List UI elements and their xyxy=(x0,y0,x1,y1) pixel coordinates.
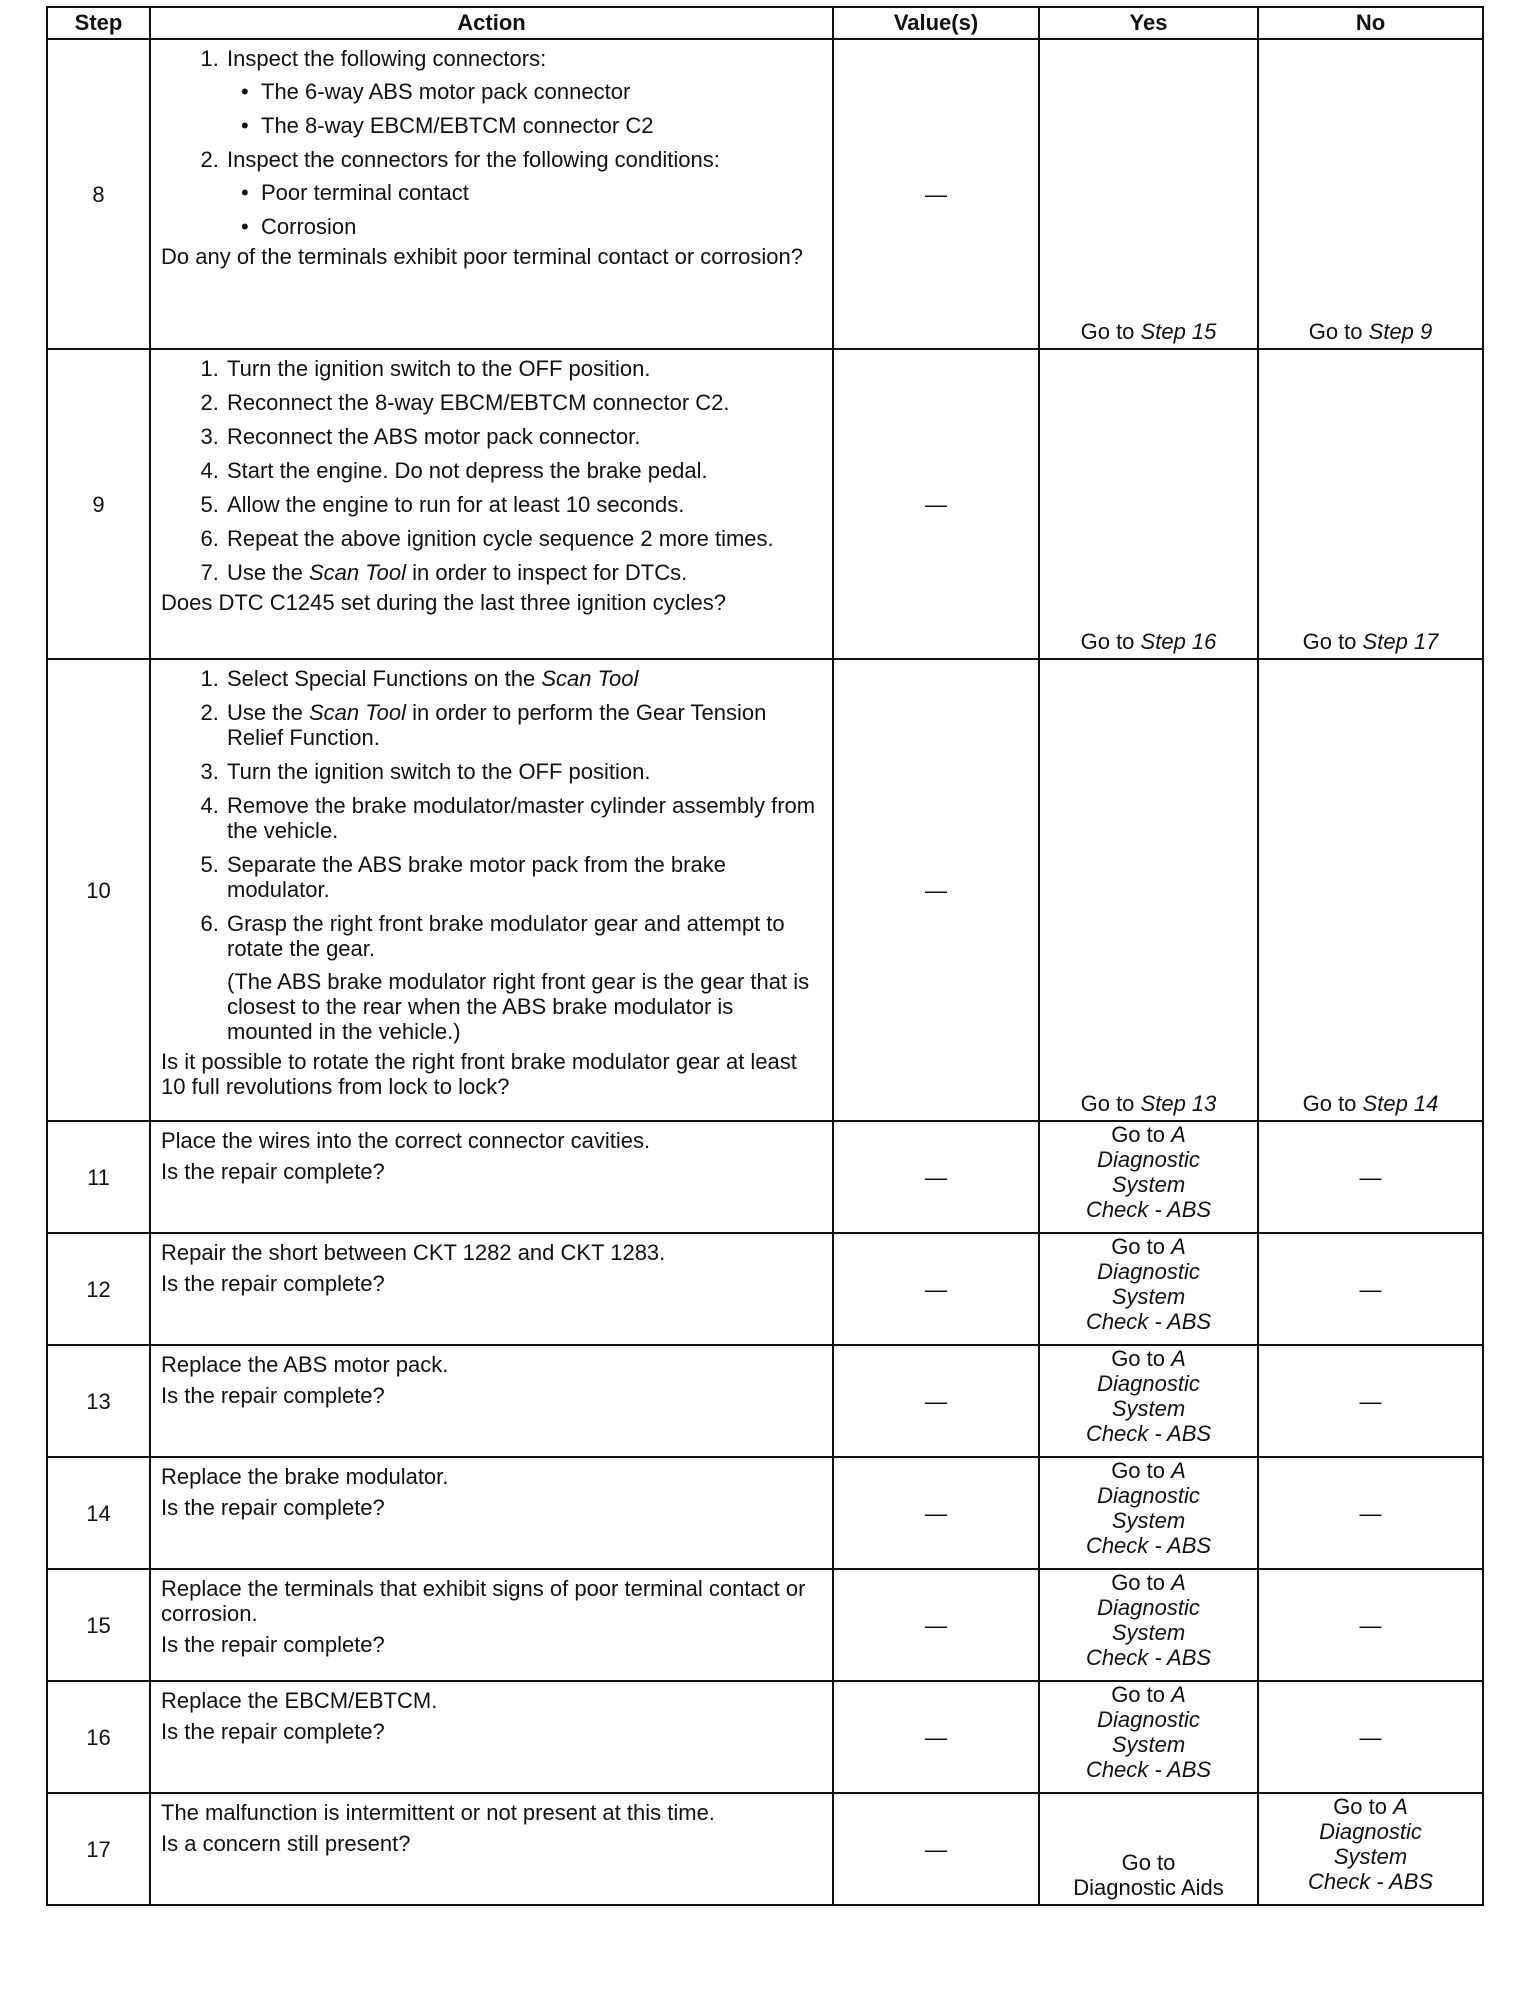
value-cell xyxy=(833,1569,1039,1681)
action-cell xyxy=(150,349,833,659)
bullet-item: • The 8-way EBCM/EBTCM connector C2 xyxy=(241,113,654,138)
procedure-item: 1. Inspect the following connectors: • The 6-way ABS motor pack connector • The 8-way EBCM/EBTCM connector C2 xyxy=(225,46,822,138)
question-text: Is the repair complete? xyxy=(161,1632,385,1657)
bullet-item: • The 6-way ABS motor pack connector xyxy=(241,79,631,104)
step-number: 16 xyxy=(47,1681,150,1793)
empty-value-dash: — xyxy=(925,1500,947,1526)
no-cell: Go to Step 17 xyxy=(1258,349,1483,659)
empty-value-dash: — xyxy=(925,1388,947,1414)
step-number: 17 xyxy=(47,1793,150,1905)
no-cell xyxy=(1258,1569,1483,1681)
header-step: Step xyxy=(47,7,150,39)
procedure-item: 3. Turn the ignition switch to the OFF position. xyxy=(225,759,822,784)
no-cell xyxy=(1258,1121,1483,1233)
bullet-icon: • xyxy=(241,180,249,205)
question-text: Is the repair complete? xyxy=(161,1159,385,1184)
action-text: Replace the brake modulator. xyxy=(161,1464,449,1489)
action-text: Replace the ABS motor pack. xyxy=(161,1352,449,1377)
value-cell xyxy=(833,1681,1039,1793)
yes-cell: Go to Step 13 xyxy=(1039,659,1258,1121)
yes-cell xyxy=(1039,1793,1258,1905)
empty-value-dash: — xyxy=(925,877,947,903)
yes-cell: Go to Step 16 xyxy=(1039,349,1258,659)
action-text: Repair the short between CKT 1282 and CKT 1283. xyxy=(161,1240,666,1265)
table-row-step-17 xyxy=(47,1793,1483,1905)
bullet-icon: • xyxy=(241,113,249,138)
yes-cell xyxy=(1039,1457,1258,1569)
action-cell xyxy=(150,1121,833,1233)
no-cell xyxy=(1258,1345,1483,1457)
question-text: Is it possible to rotate the right front brake modulator gear at least 10 full revolutions from lock to lock? xyxy=(161,1049,797,1099)
yes-step-link[interactable]: Step 16 xyxy=(1140,629,1217,654)
yes-cell xyxy=(1039,1681,1258,1793)
question-text: Is the repair complete? xyxy=(161,1271,385,1296)
action-text: Replace the terminals that exhibit signs of poor terminal contact or corrosion. xyxy=(161,1576,806,1626)
empty-value-dash: — xyxy=(925,1612,947,1638)
table-row-step-9 xyxy=(47,349,1483,659)
empty-value-dash: — xyxy=(1359,1388,1382,1414)
value-cell xyxy=(833,39,1039,349)
yes-step-link[interactable]: Step 15 xyxy=(1140,319,1217,344)
empty-value-dash: — xyxy=(925,1164,947,1190)
action-cell xyxy=(150,1457,833,1569)
value-cell xyxy=(833,1121,1039,1233)
bullet-item: • Poor terminal contact xyxy=(241,180,469,205)
procedure-item: 7. Use the Scan Tool in order to inspect for DTCs. xyxy=(225,560,822,585)
header-yes: Yes xyxy=(1039,7,1258,39)
condition-list xyxy=(227,180,822,239)
step-number: 8 xyxy=(47,39,150,349)
procedure-note: (The ABS brake modulator right front gear is the gear that is closest to the rear when the ABS brake modulator is mounted in the vehicle.) xyxy=(227,969,810,1044)
table-row-step-15 xyxy=(47,1569,1483,1681)
no-cell xyxy=(1258,1793,1483,1905)
action-cell xyxy=(150,1345,833,1457)
question-text: Is the repair complete? xyxy=(161,1383,385,1408)
value-cell xyxy=(833,1233,1039,1345)
value-cell xyxy=(833,349,1039,659)
table-row-step-14 xyxy=(47,1457,1483,1569)
step-number: 12 xyxy=(47,1233,150,1345)
header-values: Value(s) xyxy=(833,7,1039,39)
procedure-item: 6. Grasp the right front brake modulator gear and attempt to rotate the gear. (The ABS brake modulator right front gear is the gear that is closest to the rear when the ABS brake modulator is mounted in the vehicle.) xyxy=(225,911,822,1044)
yes-step-link[interactable]: Step 13 xyxy=(1140,1091,1217,1116)
action-cell xyxy=(150,39,833,349)
empty-value-dash: — xyxy=(1359,1724,1382,1750)
header-no: No xyxy=(1258,7,1483,39)
bullet-icon: • xyxy=(241,79,249,104)
action-cell xyxy=(150,1681,833,1793)
bullet-icon: • xyxy=(241,214,249,239)
value-cell xyxy=(833,659,1039,1121)
step-number: 14 xyxy=(47,1457,150,1569)
procedure-item: 1. Select Special Functions on the Scan Tool xyxy=(225,666,822,691)
diagnostic-aids-link[interactable]: Go to Diagnostic Aids xyxy=(1073,1850,1224,1900)
value-cell xyxy=(833,1457,1039,1569)
step-number: 13 xyxy=(47,1345,150,1457)
action-text: Replace the EBCM/EBTCM. xyxy=(161,1688,438,1713)
procedure-list xyxy=(161,356,822,585)
procedure-item: 2. Reconnect the 8-way EBCM/EBTCM connector C2. xyxy=(225,390,822,415)
procedure-item: 5. Allow the engine to run for at least 10 seconds. xyxy=(225,492,822,517)
step-number: 9 xyxy=(47,349,150,659)
no-step-link[interactable]: Step 9 xyxy=(1368,319,1433,344)
procedure-item: 2. Use the Scan Tool in order to perform the Gear Tension Relief Function. xyxy=(225,700,822,750)
procedure-item: 6. Repeat the above ignition cycle sequence 2 more times. xyxy=(225,526,822,551)
action-text: The malfunction is intermittent or not present at this time. xyxy=(161,1800,715,1825)
question-text: Is the repair complete? xyxy=(161,1495,385,1520)
empty-value-dash: — xyxy=(925,1276,947,1302)
step-number: 15 xyxy=(47,1569,150,1681)
action-cell xyxy=(150,1569,833,1681)
action-cell xyxy=(150,1233,833,1345)
no-cell xyxy=(1258,1457,1483,1569)
table-row-step-16 xyxy=(47,1681,1483,1793)
diagnostic-check-link[interactable]: Go to A Diagnostic System Check - ABS xyxy=(1085,1458,1212,1558)
action-text: Place the wires into the correct connector cavities. xyxy=(161,1128,651,1153)
question-text: Do any of the terminals exhibit poor terminal contact or corrosion? xyxy=(161,244,803,269)
procedure-item: 4. Remove the brake modulator/master cylinder assembly from the vehicle. xyxy=(225,793,822,843)
value-cell xyxy=(833,1793,1039,1905)
yes-cell xyxy=(1039,1345,1258,1457)
yes-cell xyxy=(1039,1121,1258,1233)
procedure-list xyxy=(161,666,822,1044)
diagnostic-check-link[interactable]: Go to A Diagnostic System Check - ABS xyxy=(1307,1794,1434,1894)
header-action: Action xyxy=(150,7,833,39)
diagnostic-check-link[interactable]: Go to A Diagnostic System Check - ABS xyxy=(1085,1682,1212,1782)
question-text: Is a concern still present? xyxy=(161,1831,411,1856)
bullet-item: • Corrosion xyxy=(241,214,357,239)
empty-value-dash: — xyxy=(925,1836,947,1862)
step-number: 10 xyxy=(47,659,150,1121)
table-row-step-11 xyxy=(47,1121,1483,1233)
yes-cell xyxy=(1039,1233,1258,1345)
question-text: Is the repair complete? xyxy=(161,1719,385,1744)
table-row-step-8 xyxy=(47,39,1483,349)
diagnostic-table-page xyxy=(46,6,1482,1906)
empty-value-dash: — xyxy=(1359,1500,1382,1526)
no-cell: Go to Step 9 xyxy=(1258,39,1483,349)
procedure-item: 1. Turn the ignition switch to the OFF position. xyxy=(225,356,822,381)
empty-value-dash: — xyxy=(925,491,947,517)
no-cell xyxy=(1258,1233,1483,1345)
no-cell: Go to Step 14 xyxy=(1258,659,1483,1121)
connector-list xyxy=(227,79,822,138)
no-cell xyxy=(1258,1681,1483,1793)
empty-value-dash: — xyxy=(925,1724,947,1750)
table-header-row xyxy=(47,7,1483,39)
table-row-step-13 xyxy=(47,1345,1483,1457)
empty-value-dash: — xyxy=(1359,1164,1382,1190)
diagnostic-steps-table xyxy=(46,6,1484,1906)
question-text: Does DTC C1245 set during the last three ignition cycles? xyxy=(161,590,726,615)
yes-cell: Go to Step 15 xyxy=(1039,39,1258,349)
diagnostic-check-link[interactable]: Go to A Diagnostic System Check - ABS xyxy=(1085,1346,1212,1446)
procedure-item: 5. Separate the ABS brake motor pack from the brake modulator. xyxy=(225,852,822,902)
no-step-link[interactable]: Step 17 xyxy=(1362,629,1439,654)
yes-cell xyxy=(1039,1569,1258,1681)
diagnostic-check-link[interactable]: Go to A Diagnostic System Check - ABS xyxy=(1085,1122,1212,1222)
table-row-step-12 xyxy=(47,1233,1483,1345)
procedure-item: 3. Reconnect the ABS motor pack connector. xyxy=(225,424,822,449)
empty-value-dash: — xyxy=(925,181,947,207)
action-cell xyxy=(150,659,833,1121)
procedure-list xyxy=(161,46,822,239)
procedure-item: 2. Inspect the connectors for the following conditions: • Poor terminal contact • Corrosion xyxy=(225,147,822,239)
empty-value-dash: — xyxy=(1359,1612,1382,1638)
empty-value-dash: — xyxy=(1359,1276,1382,1302)
value-cell xyxy=(833,1345,1039,1457)
action-cell xyxy=(150,1793,833,1905)
diagnostic-check-link[interactable]: Go to A Diagnostic System Check - ABS xyxy=(1085,1570,1212,1670)
no-step-link[interactable]: Step 14 xyxy=(1362,1091,1439,1116)
procedure-item: 4. Start the engine. Do not depress the brake pedal. xyxy=(225,458,822,483)
step-number: 11 xyxy=(47,1121,150,1233)
diagnostic-check-link[interactable]: Go to A Diagnostic System Check - ABS xyxy=(1085,1234,1212,1334)
table-row-step-10 xyxy=(47,659,1483,1121)
